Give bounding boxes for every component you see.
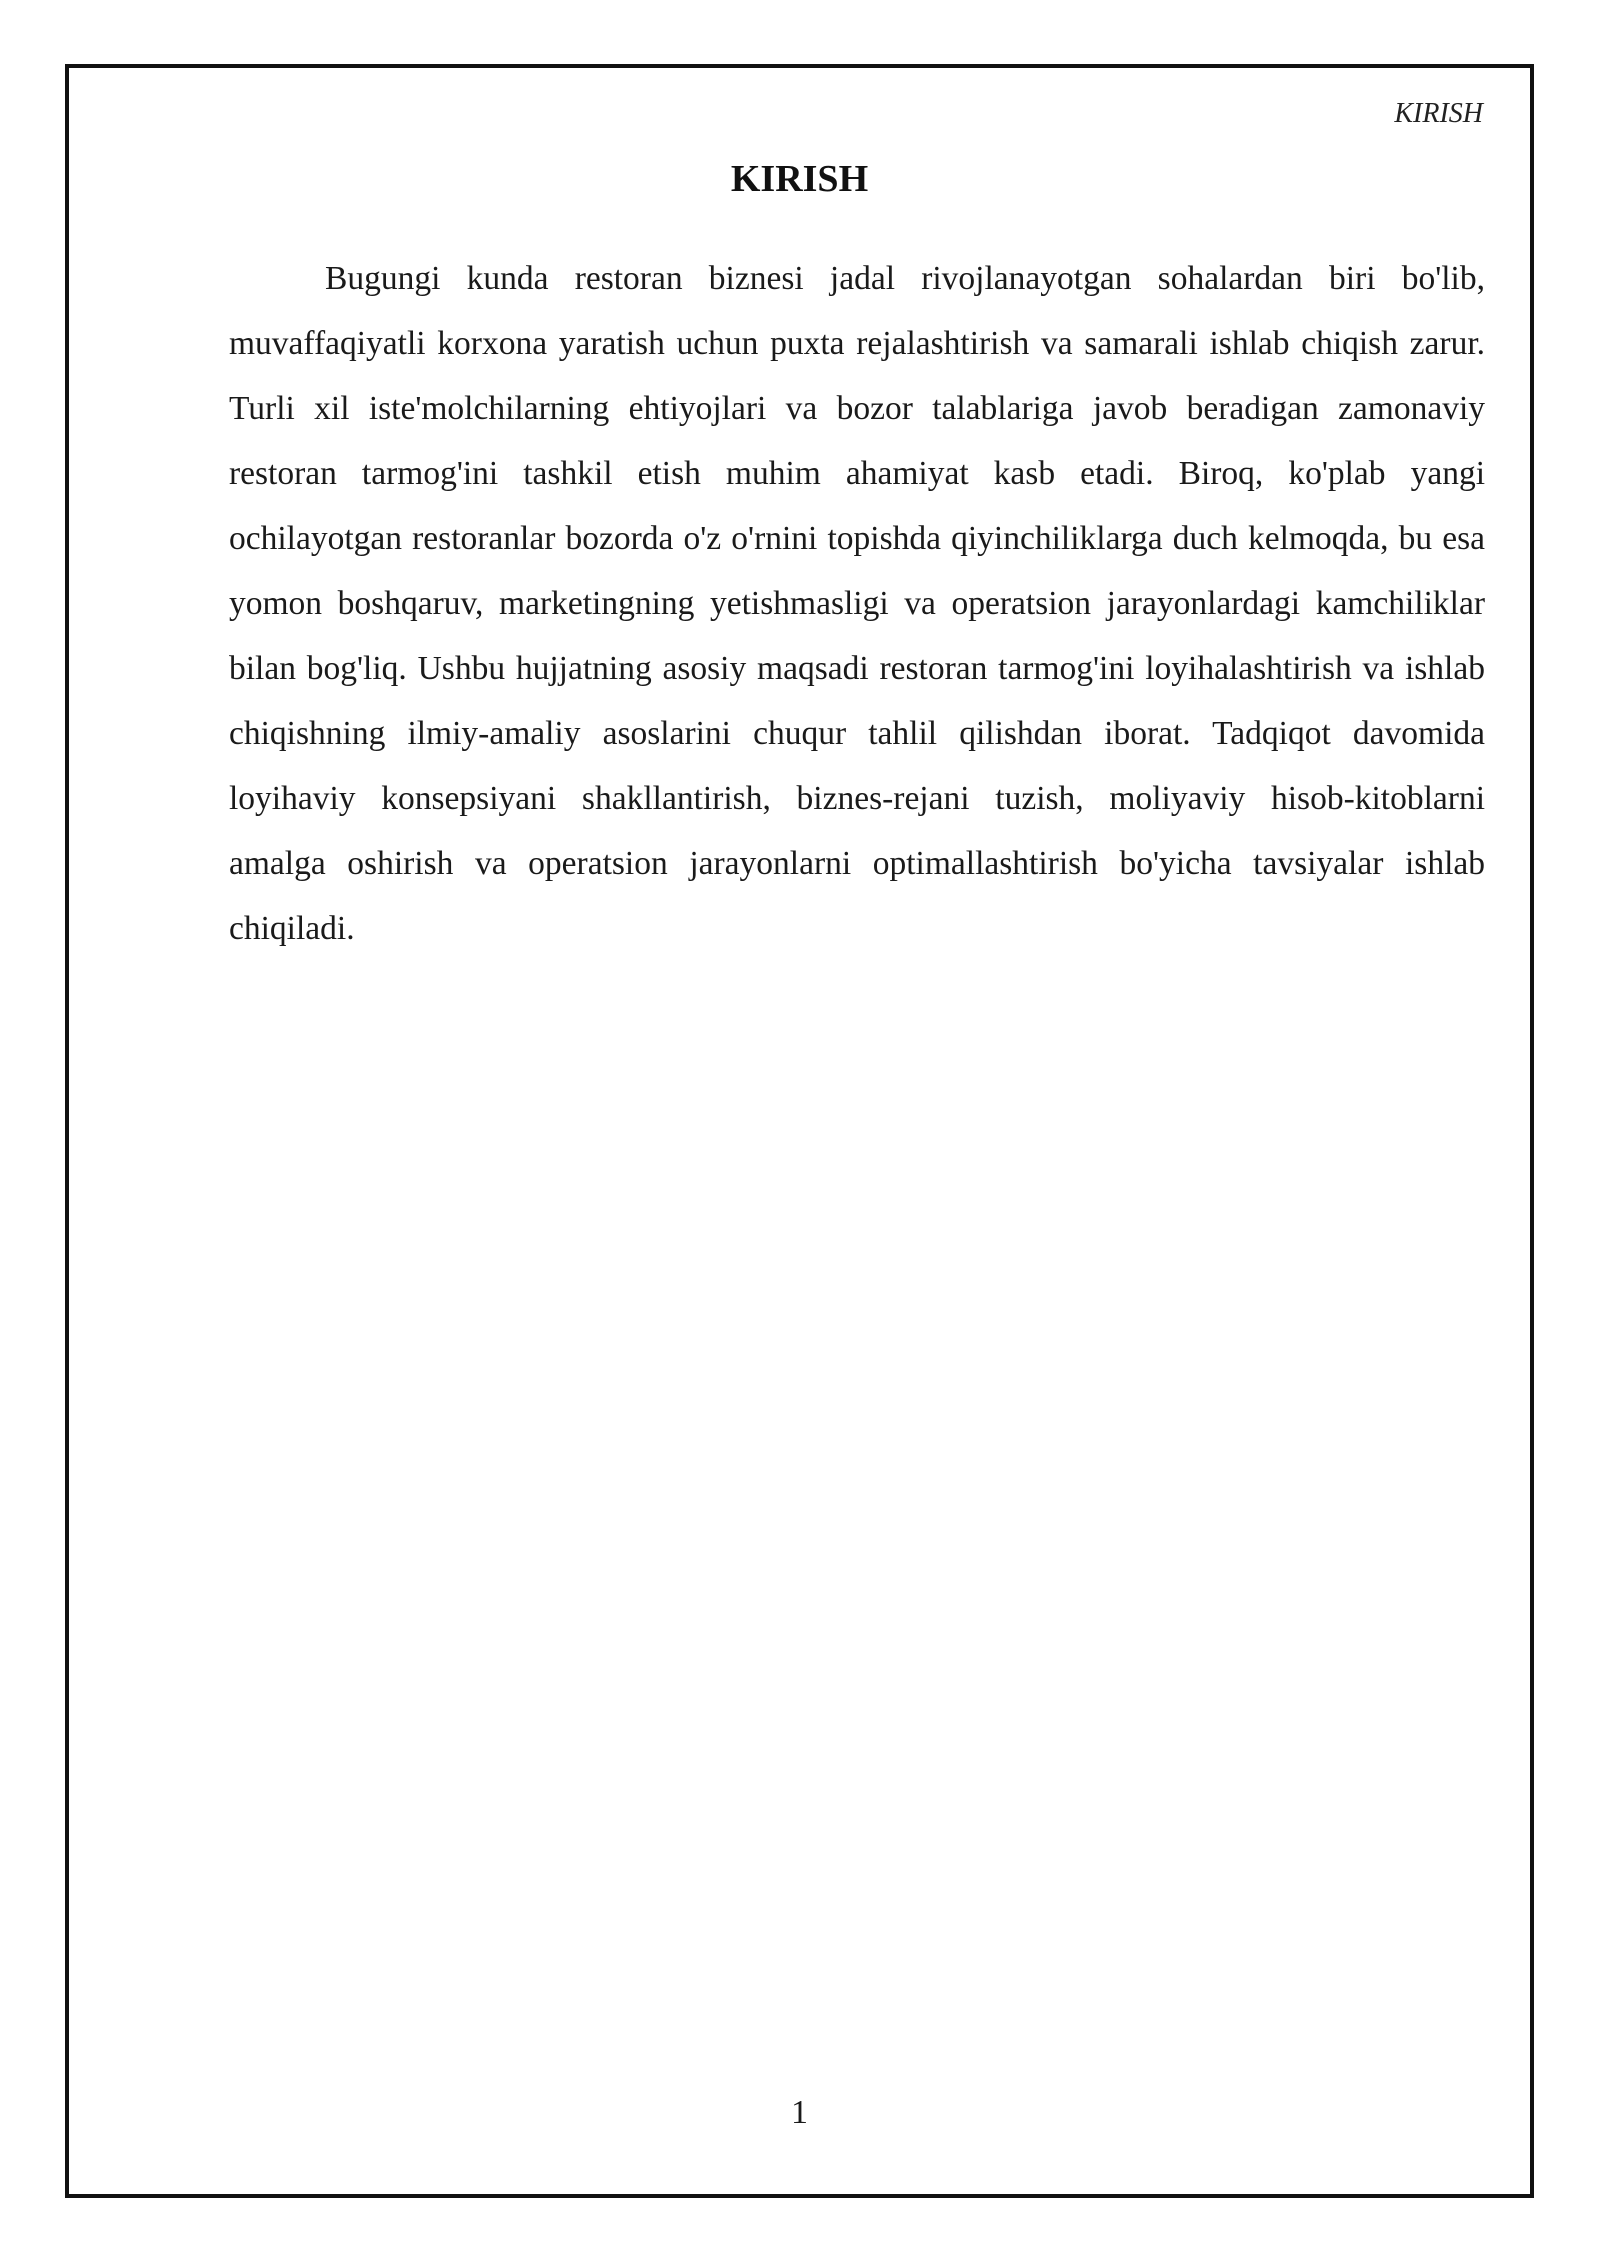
page-title: KIRISH <box>730 158 869 200</box>
running-header: KIRISH <box>1394 98 1483 129</box>
body-paragraph: Bugungi kunda restoran biznesi jadal rivojlanayotgan sohalardan biri bo'lib, muvaffaqiyatli korxona yaratish uchun puxta rejalashtirish va samarali ishlab chiqish zarur. Turli xil iste'molchilarning ehtiyojlari va bozor talablariga javob beradigan zamonaviy restoran tarmog'ini tashkil etish muhim ahamiyat kasb etadi. Biroq, ko'plab yangi ochilayotgan restoranlar bozorda o'z o'rnini topishda qiyinchiliklarga duch kelmoqda, bu esa yomon boshqaruv, marketingning yetishmasligi va operatsion jarayonlardagi kamchiliklar bilan bog'liq. Ushbu hujjatning asosiy maqsadi restoran tarmog'ini loyihalashtirish va ishlab chiqishning ilmiy-amaliy asoslarini chuqur tahlil qilishdan iborat. Tadqiqot davomida loyihaviy konsepsiyani shakllantirish, biznes-rejani tuzish, moliyaviy hisob-kitoblarni amalga oshirish va operatsion jarayonlarni optimallashtirish bo'yicha tavsiyalar ishlab chiqiladi. <box>229 260 1485 947</box>
page-number: 1 <box>791 2094 808 2131</box>
page-frame <box>65 64 1534 2198</box>
